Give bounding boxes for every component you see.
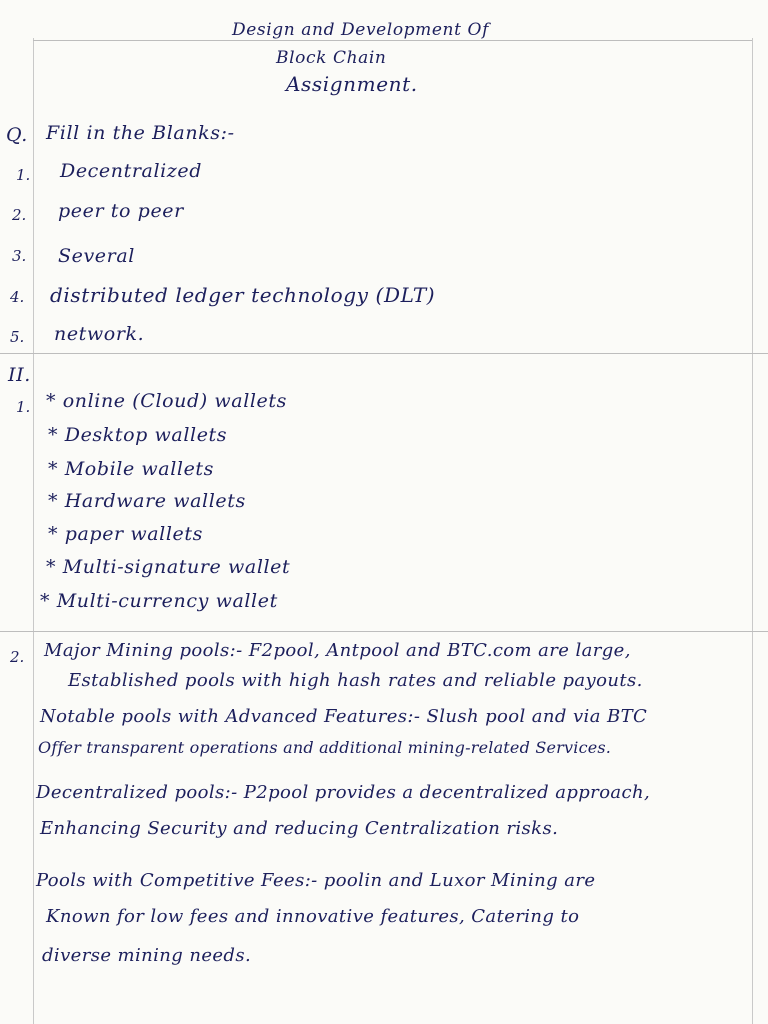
item-number: 2. bbox=[10, 648, 25, 666]
answer-text: network. bbox=[54, 323, 145, 345]
paragraph-line: Pools with Competitive Fees:- poolin and Luxor Mining are bbox=[36, 870, 596, 891]
answer-text: Several bbox=[58, 245, 135, 267]
wallet-item: * Desktop wallets bbox=[48, 424, 228, 446]
item-number: 5. bbox=[10, 328, 25, 346]
margin-line bbox=[33, 38, 34, 1024]
item-number: 2. bbox=[12, 206, 27, 224]
item-number: 4. bbox=[10, 288, 25, 306]
wallet-item: * Multi-signature wallet bbox=[46, 556, 291, 578]
divider-1 bbox=[0, 353, 768, 354]
top-rule bbox=[33, 40, 752, 41]
item-number: 3. bbox=[12, 247, 27, 265]
paragraph-line: Enhancing Security and reducing Centralization risks. bbox=[40, 818, 559, 839]
paragraph-line: Established pools with high hash rates and reliable payouts. bbox=[68, 670, 643, 691]
title-line-2: Block Chain bbox=[276, 48, 387, 68]
wallet-item: * online (Cloud) wallets bbox=[46, 390, 287, 412]
answer-text: peer to peer bbox=[58, 200, 184, 222]
paragraph-line: Known for low fees and innovative features, Catering to bbox=[46, 906, 580, 927]
wallet-item: * paper wallets bbox=[48, 523, 203, 545]
title-line-1: Design and Development Of bbox=[232, 20, 489, 40]
divider-2 bbox=[0, 631, 768, 632]
answer-text: Decentralized bbox=[60, 160, 203, 182]
section-heading: Fill in the Blanks:- bbox=[46, 122, 235, 144]
question-marker: Q. bbox=[6, 124, 28, 146]
paragraph-line: Major Mining pools:- F2pool, Antpool and BTC.com are large, bbox=[44, 640, 631, 661]
wallet-item: * Hardware wallets bbox=[48, 490, 246, 512]
item-number: 1. bbox=[16, 166, 31, 184]
title-line-3: Assignment. bbox=[286, 72, 418, 96]
paragraph-line: Decentralized pools:- P2pool provides a decentralized approach, bbox=[36, 782, 651, 803]
right-margin-line bbox=[752, 38, 753, 1024]
wallet-item: * Multi-currency wallet bbox=[40, 590, 278, 612]
paragraph-line: Notable pools with Advanced Features:- Slush pool and via BTC bbox=[40, 706, 648, 727]
paragraph-line: diverse mining needs. bbox=[42, 945, 252, 966]
answer-text: distributed ledger technology (DLT) bbox=[50, 283, 436, 307]
section-marker: II. bbox=[8, 364, 31, 386]
wallet-item: * Mobile wallets bbox=[48, 458, 215, 480]
paragraph-line: Offer transparent operations and additional mining-related Services. bbox=[38, 738, 612, 757]
item-number: 1. bbox=[16, 398, 31, 416]
